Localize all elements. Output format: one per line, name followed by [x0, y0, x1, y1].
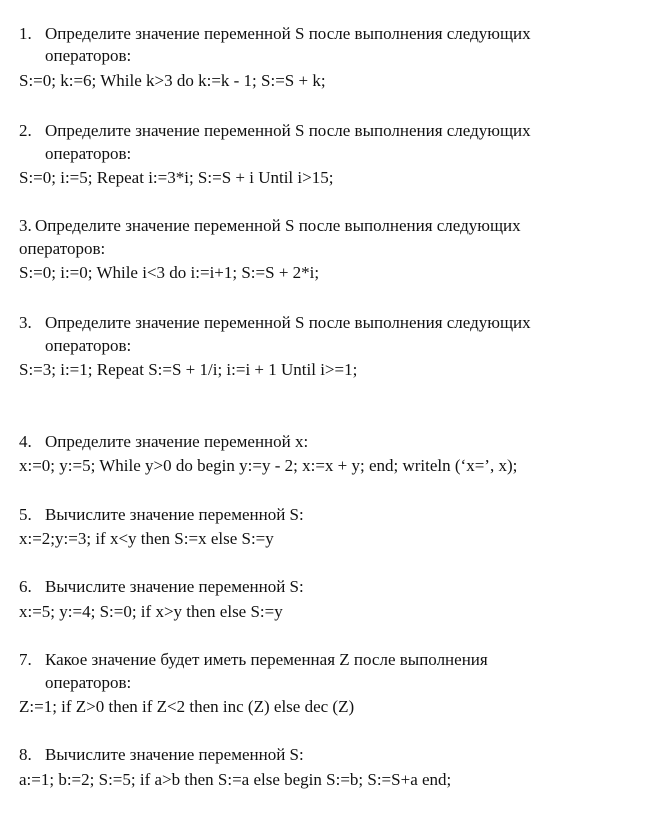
- problem-3a-question-line2: операторов:: [19, 239, 106, 258]
- problem-3a-question-line1: 3. Определите значение переменной S после выполнения следующих: [19, 216, 521, 235]
- problem-8-question: 8. Вычислите значение переменной S:: [19, 745, 304, 764]
- problem-6-question: 6. Вычислите значение переменной S:: [19, 577, 304, 596]
- problem-4-question: 4. Определите значение переменной x:: [19, 432, 309, 451]
- problem-1-question-line2: операторов:: [45, 46, 132, 65]
- problem-3b-question-line1: 3. Определите значение переменной S после выполнения следующих: [19, 313, 531, 332]
- problem-4-code: x:=0; y:=5; While y>0 do begin y:=y - 2; x:=x + y; end; writeln (‘x=’, x);: [19, 456, 518, 475]
- problem-7-question-line1: 7. Какое значение будет иметь переменная Z после выполнения: [19, 650, 488, 669]
- problem-3b-question-line2: операторов:: [45, 336, 132, 355]
- problem-7-code: Z:=1; if Z>0 then if Z<2 then inc (Z) else dec (Z): [19, 697, 355, 716]
- problem-5-question: 5. Вычислите значение переменной S:: [19, 505, 304, 524]
- problem-1-question-line1: 1. Определите значение переменной S после выполнения следующих: [19, 24, 531, 43]
- problem-8-code: a:=1; b:=2; S:=5; if a>b then S:=a else begin S:=b; S:=S+a end;: [19, 770, 452, 789]
- problem-2-code: S:=0; i:=5; Repeat i:=3*i; S:=S + i Until i>15;: [19, 168, 334, 187]
- problem-2-question-line2: операторов:: [45, 144, 132, 163]
- problem-1-code: S:=0; k:=6; While k>3 do k:=k - 1; S:=S + k;: [19, 71, 326, 90]
- problem-6-code: x:=5; y:=4; S:=0; if x>y then else S:=y: [19, 602, 283, 621]
- problem-3b-code: S:=3; i:=1; Repeat S:=S + 1/i; i:=i + 1 Until i>=1;: [19, 360, 358, 379]
- problem-2-question-line1: 2. Определите значение переменной S после выполнения следующих: [19, 121, 531, 140]
- problem-3a-code: S:=0; i:=0; While i<3 do i:=i+1; S:=S + 2*i;: [19, 263, 320, 282]
- problem-7-question-line2: операторов:: [45, 673, 132, 692]
- problem-5-code: x:=2;y:=3; if x<y then S:=x else S:=y: [19, 529, 274, 548]
